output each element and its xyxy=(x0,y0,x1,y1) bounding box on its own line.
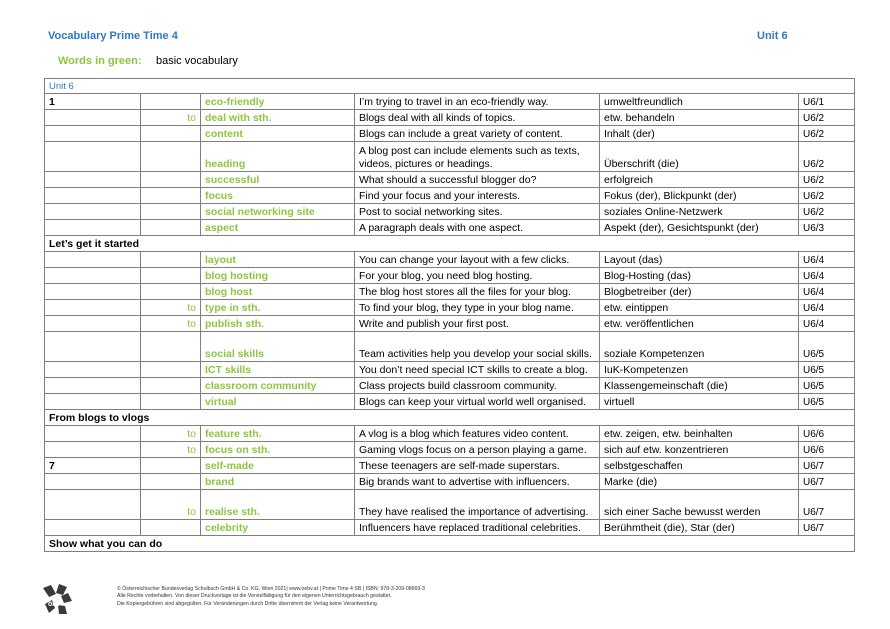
exercise-number xyxy=(45,268,141,284)
example-sentence: What should a successful blogger do? xyxy=(355,172,600,188)
page-ref: U6/2 xyxy=(799,172,855,188)
infinitive-marker xyxy=(141,126,201,142)
german-translation: Fokus (der), Blickpunkt (der) xyxy=(600,188,799,204)
legend-value: basic vocabulary xyxy=(156,55,238,67)
vocab-row xyxy=(45,442,855,458)
infinitive-marker: to xyxy=(141,426,201,442)
german-translation: Aspekt (der), Gesichtspunkt (der) xyxy=(600,220,799,236)
example-sentence: You don’t need special ICT skills to create a blog. xyxy=(355,362,600,378)
infinitive-marker xyxy=(141,458,201,474)
example-sentence: Gaming vlogs focus on a person playing a game. xyxy=(355,442,600,458)
example-sentence: For your blog, you need blog hosting. xyxy=(355,268,600,284)
vocab-row xyxy=(45,220,855,236)
unit-label: Unit 6 xyxy=(757,30,788,42)
infinitive-marker xyxy=(141,142,201,172)
example-sentence: I’m trying to travel in an eco-friendly way. xyxy=(355,94,600,110)
infinitive-marker xyxy=(141,378,201,394)
rights-line: Alle Rechte vorbehalten. Von dieser Druckvorlage ist die Vervielfältigung für den eigenen Unterrichtsgebrauch gestattet. xyxy=(117,593,392,600)
page-ref: U6/5 xyxy=(799,378,855,394)
german-translation: umweltfreundlich xyxy=(600,94,799,110)
german-translation: selbstgeschaffen xyxy=(600,458,799,474)
vocab-word: brand xyxy=(201,474,355,490)
example-sentence: A blog post can include elements such as texts, videos, pictures or headings. xyxy=(355,142,600,172)
document-title: Vocabulary Prime Time 4 xyxy=(48,30,178,42)
exercise-number xyxy=(45,378,141,394)
german-translation: soziales Online-Netzwerk xyxy=(600,204,799,220)
german-translation: Marke (die) xyxy=(600,474,799,490)
infinitive-marker xyxy=(141,284,201,300)
exercise-number xyxy=(45,126,141,142)
vocab-row xyxy=(45,458,855,474)
example-sentence: The blog host stores all the files for your blog. xyxy=(355,284,600,300)
vocab-word: successful xyxy=(201,172,355,188)
german-translation: etw. zeigen, etw. beinhalten xyxy=(600,426,799,442)
example-sentence: Post to social networking sites. xyxy=(355,204,600,220)
example-sentence: A vlog is a blog which features video content. xyxy=(355,426,600,442)
infinitive-marker: to xyxy=(141,442,201,458)
vocab-word: publish sth. xyxy=(201,316,355,332)
exercise-number xyxy=(45,300,141,316)
german-translation: Layout (das) xyxy=(600,252,799,268)
vocab-word: feature sth. xyxy=(201,426,355,442)
page-ref: U6/3 xyxy=(799,220,855,236)
vocab-row xyxy=(45,474,855,490)
example-sentence: They have realised the importance of advertising. xyxy=(355,490,600,520)
vocab-row xyxy=(45,142,855,172)
page-ref: U6/7 xyxy=(799,458,855,474)
german-translation: sich einer Sache bewusst werden xyxy=(600,490,799,520)
exercise-number xyxy=(45,188,141,204)
oebv-logo xyxy=(40,582,74,616)
vocab-row xyxy=(45,520,855,536)
page-ref: U6/4 xyxy=(799,284,855,300)
example-sentence: You can change your layout with a few clicks. xyxy=(355,252,600,268)
exercise-number xyxy=(45,442,141,458)
infinitive-marker xyxy=(141,268,201,284)
unit-row-label: Unit 6 xyxy=(45,79,855,94)
example-sentence: To find your blog, they type in your blog name. xyxy=(355,300,600,316)
exercise-number: 7 xyxy=(45,458,141,474)
page-ref: U6/2 xyxy=(799,142,855,172)
vocab-row xyxy=(45,332,855,362)
exercise-number: 1 xyxy=(45,94,141,110)
example-sentence: Big brands want to advertise with influencers. xyxy=(355,474,600,490)
infinitive-marker xyxy=(141,204,201,220)
german-translation: virtuell xyxy=(600,394,799,410)
vocab-row xyxy=(45,490,855,520)
copyright-notice xyxy=(117,586,425,608)
vocab-word: virtual xyxy=(201,394,355,410)
page-ref: U6/6 xyxy=(799,442,855,458)
exercise-number xyxy=(45,426,141,442)
infinitive-marker xyxy=(141,172,201,188)
infinitive-marker xyxy=(141,220,201,236)
page-ref: U6/2 xyxy=(799,188,855,204)
vocab-row xyxy=(45,268,855,284)
vocab-word: heading xyxy=(201,142,355,172)
infinitive-marker: to xyxy=(141,300,201,316)
german-translation: Klassengemeinschaft (die) xyxy=(600,378,799,394)
exercise-number xyxy=(45,474,141,490)
exercise-number xyxy=(45,332,141,362)
example-sentence: Blogs can keep your virtual world well organised. xyxy=(355,394,600,410)
infinitive-marker: to xyxy=(141,316,201,332)
german-translation: Überschrift (die) xyxy=(600,142,799,172)
vocab-word: blog hosting xyxy=(201,268,355,284)
infinitive-marker: to xyxy=(141,490,201,520)
vocab-word: focus xyxy=(201,188,355,204)
vocab-row xyxy=(45,126,855,142)
section-row xyxy=(45,410,855,426)
vocab-row xyxy=(45,300,855,316)
example-sentence: Blogs can include a great variety of content. xyxy=(355,126,600,142)
exercise-number xyxy=(45,110,141,126)
page-ref: U6/7 xyxy=(799,490,855,520)
exercise-number xyxy=(45,172,141,188)
vocab-word: social networking site xyxy=(201,204,355,220)
page-ref: U6/4 xyxy=(799,252,855,268)
exercise-number xyxy=(45,520,141,536)
vocab-row xyxy=(45,110,855,126)
page-ref: U6/4 xyxy=(799,316,855,332)
exercise-number xyxy=(45,284,141,300)
vocab-word: self-made xyxy=(201,458,355,474)
example-sentence: Find your focus and your interests. xyxy=(355,188,600,204)
page-ref: U6/1 xyxy=(799,94,855,110)
vocab-row xyxy=(45,394,855,410)
exercise-number xyxy=(45,316,141,332)
exercise-number xyxy=(45,142,141,172)
infinitive-marker xyxy=(141,394,201,410)
unit-row xyxy=(45,79,855,94)
page-ref: U6/5 xyxy=(799,394,855,410)
vocab-word: deal with sth. xyxy=(201,110,355,126)
german-translation: etw. eintippen xyxy=(600,300,799,316)
vocab-word: classroom community xyxy=(201,378,355,394)
legend-key: Words in green: xyxy=(58,55,142,67)
example-sentence: Write and publish your first post. xyxy=(355,316,600,332)
vocab-row xyxy=(45,204,855,220)
vocab-word: ICT skills xyxy=(201,362,355,378)
german-translation: Blogbetreiber (der) xyxy=(600,284,799,300)
page-ref: U6/2 xyxy=(799,126,855,142)
german-translation: IuK-Kompetenzen xyxy=(600,362,799,378)
fees-line: Die Kopiergebühren sind abgegolten. Für Veränderungen durch Dritte übernimmt der Verlag keine Verantwortung. xyxy=(117,600,379,607)
section-heading: From blogs to vlogs xyxy=(45,410,855,426)
page-ref: U6/4 xyxy=(799,268,855,284)
vocab-word: aspect xyxy=(201,220,355,236)
infinitive-marker xyxy=(141,520,201,536)
vocab-row xyxy=(45,172,855,188)
vocab-row xyxy=(45,94,855,110)
copyright-line: © Österreichischer Bundesverlag Schulbuch GmbH & Co. KG, Wien 2021| www.oebv.at | Prime Time 4 SB | ISBN: 978-3-209-08669-3 xyxy=(117,586,425,592)
infinitive-marker xyxy=(141,252,201,268)
exercise-number xyxy=(45,252,141,268)
german-translation: etw. veröffentlichen xyxy=(600,316,799,332)
page-ref: U6/5 xyxy=(799,362,855,378)
page-ref: U6/2 xyxy=(799,204,855,220)
vocab-row xyxy=(45,252,855,268)
exercise-number xyxy=(45,220,141,236)
vocabulary-table xyxy=(44,78,855,552)
example-sentence: Blogs deal with all kinds of topics. xyxy=(355,110,600,126)
vocab-row xyxy=(45,188,855,204)
german-translation: soziale Kompetenzen xyxy=(600,332,799,362)
vocab-row xyxy=(45,426,855,442)
vocab-row xyxy=(45,284,855,300)
vocab-word: content xyxy=(201,126,355,142)
german-translation: Blog-Hosting (das) xyxy=(600,268,799,284)
vocab-word: eco-friendly xyxy=(201,94,355,110)
example-sentence: A paragraph deals with one aspect. xyxy=(355,220,600,236)
german-translation: Inhalt (der) xyxy=(600,126,799,142)
vocab-word: celebrity xyxy=(201,520,355,536)
example-sentence: Influencers have replaced traditional celebrities. xyxy=(355,520,600,536)
logo-text: öbv xyxy=(48,601,61,608)
page-ref: U6/4 xyxy=(799,300,855,316)
page-ref: U6/5 xyxy=(799,332,855,362)
infinitive-marker xyxy=(141,362,201,378)
infinitive-marker xyxy=(141,474,201,490)
vocab-row xyxy=(45,378,855,394)
vocab-word: realise sth. xyxy=(201,490,355,520)
page-ref: U6/7 xyxy=(799,474,855,490)
infinitive-marker xyxy=(141,94,201,110)
exercise-number xyxy=(45,204,141,220)
section-heading: Show what you can do xyxy=(45,536,855,552)
vocab-word: social skills xyxy=(201,332,355,362)
section-row xyxy=(45,236,855,252)
german-translation: sich auf etw. konzentrieren xyxy=(600,442,799,458)
vocab-word: type in sth. xyxy=(201,300,355,316)
exercise-number xyxy=(45,362,141,378)
infinitive-marker xyxy=(141,332,201,362)
vocab-word: focus on sth. xyxy=(201,442,355,458)
example-sentence: Class projects build classroom community. xyxy=(355,378,600,394)
infinitive-marker: to xyxy=(141,110,201,126)
vocab-row xyxy=(45,362,855,378)
exercise-number xyxy=(45,394,141,410)
page-ref: U6/7 xyxy=(799,520,855,536)
section-row xyxy=(45,536,855,552)
vocab-word: layout xyxy=(201,252,355,268)
page-ref: U6/6 xyxy=(799,426,855,442)
example-sentence: Team activities help you develop your social skills. xyxy=(355,332,600,362)
vocab-word: blog host xyxy=(201,284,355,300)
exercise-number xyxy=(45,490,141,520)
section-heading: Let’s get it started xyxy=(45,236,855,252)
german-translation: Berühmtheit (die), Star (der) xyxy=(600,520,799,536)
vocab-row xyxy=(45,316,855,332)
infinitive-marker xyxy=(141,188,201,204)
german-translation: erfolgreich xyxy=(600,172,799,188)
german-translation: etw. behandeln xyxy=(600,110,799,126)
example-sentence: These teenagers are self-made superstars. xyxy=(355,458,600,474)
page-ref: U6/2 xyxy=(799,110,855,126)
